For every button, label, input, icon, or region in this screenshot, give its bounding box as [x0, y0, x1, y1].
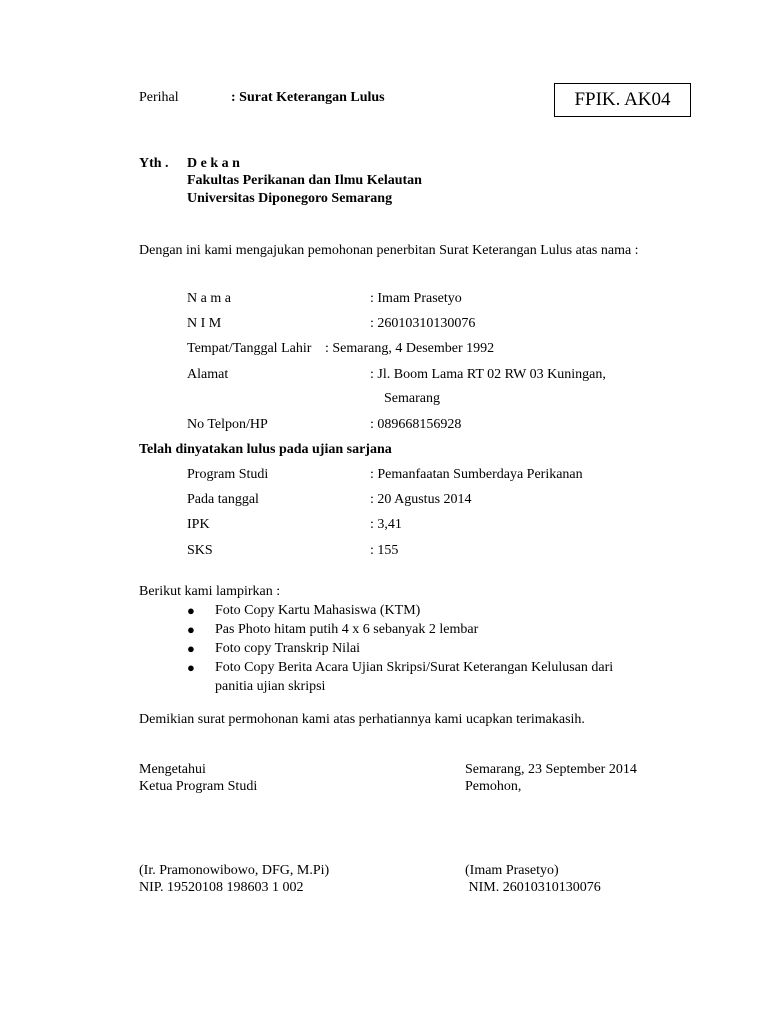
right-sign-line1: Semarang, 23 September 2014 — [465, 762, 637, 777]
attachment-item: Pas Photo hitam putih 4 x 6 sebanyak 2 lembar — [215, 622, 479, 637]
recipient-title: D e k a n — [187, 156, 240, 171]
name-label: N a m a — [187, 291, 231, 306]
attachment-item: Foto copy Transkrip Nilai — [215, 641, 361, 656]
graduation-date-label: Pada tanggal — [187, 492, 259, 507]
sks-value: : 155 — [370, 543, 399, 558]
right-signatory-nim: NIM. 26010310130076 — [465, 880, 601, 895]
left-signatory-name: (Ir. Pramonowibowo, DFG, M.Pi) — [139, 863, 330, 878]
bullet-dot-icon: ● — [187, 641, 195, 656]
program-value: : Pemanfaatan Sumberdaya Perikanan — [370, 467, 583, 482]
nim-value: : 26010310130076 — [370, 316, 476, 331]
phone-value: : 089668156928 — [370, 417, 462, 432]
name-value: : Imam Prasetyo — [370, 291, 462, 306]
bullet-dot-icon: ● — [187, 603, 195, 618]
document-code-box: FPIK. AK04 — [554, 83, 691, 117]
recipient-university: Universitas Diponegoro Semarang — [187, 191, 393, 206]
attachment-item-continuation: panitia ujian skripsi — [215, 679, 326, 694]
attachment-item: Foto Copy Berita Acara Ujian Skripsi/Surat Keterangan Kelulusan dari — [215, 660, 614, 675]
closing-sentence: Demikian surat permohonan kami atas perhatiannya kami ucapkan terimakasih. — [139, 712, 585, 727]
right-sign-line2: Pemohon, — [465, 779, 522, 794]
recipient-faculty: Fakultas Perikanan dan Ilmu Kelautan — [187, 173, 422, 188]
perihal-value: : Surat Keterangan Lulus — [231, 90, 385, 105]
address-label: Alamat — [187, 367, 229, 382]
right-signatory-name: (Imam Prasetyo) — [465, 863, 559, 878]
nim-label: N I M — [187, 316, 222, 331]
graduation-date-value: : 20 Agustus 2014 — [370, 492, 472, 507]
bullet-dot-icon: ● — [187, 622, 195, 637]
bullet-dot-icon: ● — [187, 660, 195, 675]
recipient-yth: Yth . — [139, 156, 169, 171]
program-label: Program Studi — [187, 467, 269, 482]
ipk-label: IPK — [187, 517, 210, 532]
ipk-value: : 3,41 — [370, 517, 402, 532]
birth-value: : Semarang, 4 Desember 1992 — [325, 341, 495, 356]
left-sign-line2: Ketua Program Studi — [139, 779, 258, 794]
intro-paragraph: Dengan ini kami mengajukan pemohonan penerbitan Surat Keterangan Lulus atas nama : — [139, 243, 639, 258]
sks-label: SKS — [187, 543, 213, 558]
address-value-line1: : Jl. Boom Lama RT 02 RW 03 Kuningan, — [370, 367, 606, 382]
perihal-label: Perihal — [139, 90, 179, 105]
left-sign-line1: Mengetahui — [139, 762, 206, 777]
attachment-item: Foto Copy Kartu Mahasiswa (KTM) — [215, 603, 421, 618]
phone-label: No Telpon/HP — [187, 417, 268, 432]
address-value-line2: Semarang — [384, 391, 440, 406]
left-signatory-nip: NIP. 19520108 198603 1 002 — [139, 880, 304, 895]
birth-label: Tempat/Tanggal Lahir — [187, 341, 312, 356]
attachments-heading: Berikut kami lampirkan : — [139, 584, 281, 599]
graduation-heading: Telah dinyatakan lulus pada ujian sarjana — [139, 442, 392, 457]
